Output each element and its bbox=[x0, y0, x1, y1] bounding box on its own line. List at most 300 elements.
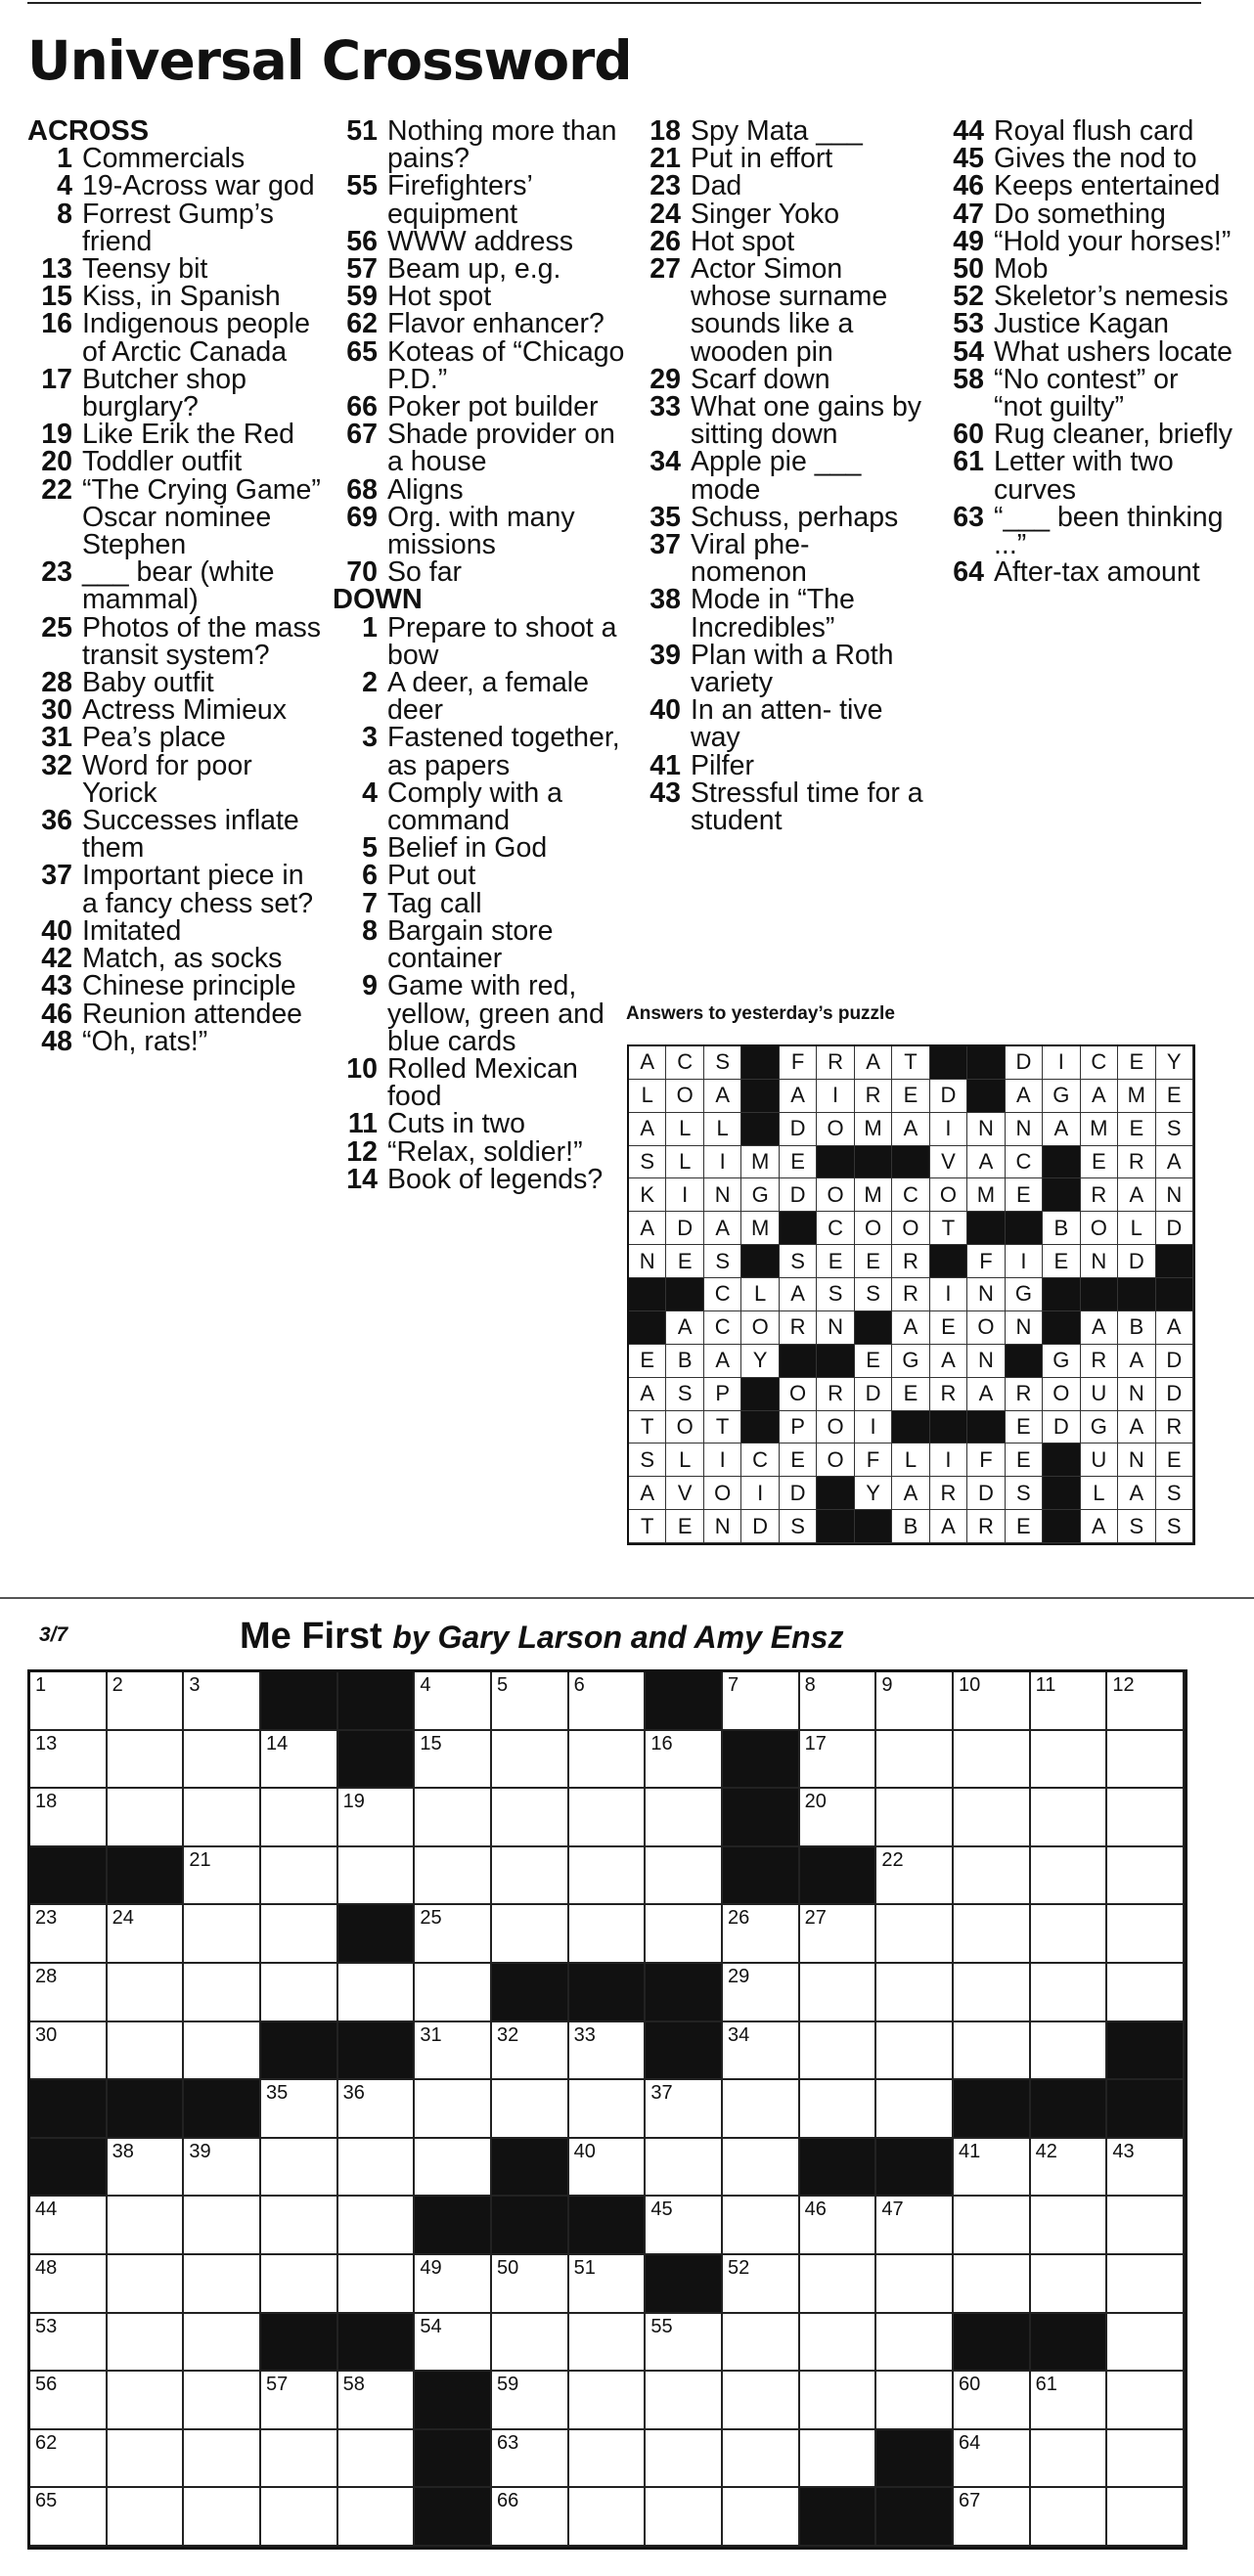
grid-cell[interactable] bbox=[492, 2314, 569, 2373]
grid-cell[interactable] bbox=[108, 2197, 185, 2255]
clue-number: 33 bbox=[649, 391, 681, 423]
grid-cell[interactable] bbox=[1031, 1905, 1108, 1964]
answer-cell: T bbox=[629, 1411, 666, 1444]
grid-cell[interactable] bbox=[30, 2255, 108, 2314]
grid-cell[interactable] bbox=[30, 1672, 108, 1731]
answer-cell: M bbox=[1118, 1080, 1155, 1113]
grid-cell[interactable] bbox=[876, 2255, 954, 2314]
grid-cell[interactable] bbox=[1031, 2197, 1108, 2255]
grid-cell[interactable] bbox=[646, 1905, 723, 1964]
grid-cell[interactable] bbox=[569, 2139, 647, 2198]
cell-number: 22 bbox=[881, 1848, 904, 1871]
grid-block bbox=[646, 1672, 723, 1731]
grid-cell[interactable] bbox=[184, 2255, 261, 2314]
grid-cell[interactable] bbox=[646, 2197, 723, 2255]
clue-text: Photos of the mass transit system? bbox=[82, 611, 321, 671]
grid-cell[interactable] bbox=[108, 2430, 185, 2489]
grid-cell[interactable] bbox=[954, 1731, 1031, 1790]
grid-cell[interactable] bbox=[184, 2197, 261, 2255]
answer-cell: D bbox=[780, 1477, 817, 1510]
grid-cell[interactable] bbox=[800, 1731, 877, 1790]
cell-number: 11 bbox=[1035, 1674, 1056, 1696]
answer-cell: N bbox=[1118, 1378, 1155, 1411]
grid-cell[interactable] bbox=[184, 1789, 261, 1847]
grid-cell[interactable] bbox=[723, 1905, 800, 1964]
grid-cell[interactable] bbox=[415, 2255, 492, 2314]
grid-cell[interactable] bbox=[723, 2488, 800, 2547]
clue-text: Indigenous people of Arctic Canada bbox=[82, 308, 310, 368]
grid-cell[interactable] bbox=[954, 2372, 1031, 2430]
grid-cell[interactable] bbox=[800, 1789, 877, 1847]
grid-cell[interactable] bbox=[646, 2372, 723, 2430]
grid-cell[interactable] bbox=[492, 2488, 569, 2547]
grid-cell[interactable] bbox=[1031, 1847, 1108, 1906]
grid-block bbox=[338, 1731, 416, 1790]
grid-block bbox=[30, 1847, 108, 1906]
cell-number: 47 bbox=[881, 2198, 904, 2221]
answer-cell: A bbox=[629, 1046, 666, 1080]
grid-cell[interactable] bbox=[415, 2139, 492, 2198]
grid-cell[interactable] bbox=[1031, 2372, 1108, 2430]
answer-cell: A bbox=[1081, 1311, 1118, 1345]
clue-item bbox=[27, 281, 321, 313]
grid-cell[interactable] bbox=[261, 2488, 338, 2547]
grid-cell[interactable] bbox=[338, 2430, 416, 2489]
grid-cell[interactable] bbox=[338, 1964, 416, 2022]
answer-cell: R bbox=[1006, 1378, 1043, 1411]
grid-cell[interactable] bbox=[261, 1847, 338, 1906]
grid-cell[interactable] bbox=[108, 2255, 185, 2314]
grid-cell[interactable] bbox=[415, 2022, 492, 2081]
answer-cell: E bbox=[1006, 1443, 1043, 1477]
grid-cell[interactable] bbox=[723, 2372, 800, 2430]
grid-cell[interactable] bbox=[184, 2430, 261, 2489]
grid-cell[interactable] bbox=[723, 1672, 800, 1731]
grid-cell[interactable] bbox=[30, 2314, 108, 2373]
cell-number: 3 bbox=[189, 1674, 201, 1696]
top-rule bbox=[27, 2, 1201, 4]
answer-block bbox=[967, 1046, 1005, 1080]
cell-number: 37 bbox=[650, 2082, 673, 2105]
answer-cell: A bbox=[1118, 1178, 1155, 1212]
grid-cell[interactable] bbox=[108, 2314, 185, 2373]
grid-cell[interactable] bbox=[338, 2372, 416, 2430]
grid-cell[interactable] bbox=[569, 2488, 647, 2547]
grid-cell[interactable] bbox=[646, 2430, 723, 2489]
answer-cell: G bbox=[1043, 1080, 1080, 1113]
grid-cell[interactable] bbox=[184, 2488, 261, 2547]
grid-cell[interactable] bbox=[954, 2430, 1031, 2489]
clue-item bbox=[939, 308, 1232, 340]
grid-cell[interactable] bbox=[876, 2314, 954, 2373]
grid-cell[interactable] bbox=[569, 2022, 647, 2081]
grid-cell[interactable] bbox=[184, 2139, 261, 2198]
grid-cell[interactable] bbox=[184, 2022, 261, 2081]
grid-cell[interactable] bbox=[492, 1789, 569, 1847]
answer-cell: C bbox=[1081, 1046, 1118, 1080]
clue-item bbox=[636, 694, 929, 754]
grid-cell[interactable] bbox=[30, 2197, 108, 2255]
grid-cell[interactable] bbox=[1031, 1731, 1108, 1790]
grid-cell[interactable] bbox=[569, 1789, 647, 1847]
grid-block bbox=[30, 2080, 108, 2139]
grid-cell[interactable] bbox=[261, 2255, 338, 2314]
grid-cell[interactable] bbox=[876, 1905, 954, 1964]
grid-cell[interactable] bbox=[800, 2022, 877, 2081]
answer-cell: D bbox=[855, 1378, 892, 1411]
grid-cell[interactable] bbox=[492, 2430, 569, 2489]
grid-cell[interactable] bbox=[184, 2314, 261, 2373]
cell-number: 60 bbox=[958, 2374, 981, 2396]
answer-cell: V bbox=[666, 1477, 703, 1510]
grid-cell[interactable] bbox=[723, 2022, 800, 2081]
answer-cell: C bbox=[741, 1443, 779, 1477]
grid-cell[interactable] bbox=[184, 1905, 261, 1964]
grid-cell[interactable] bbox=[876, 1964, 954, 2022]
grid-cell[interactable] bbox=[30, 2488, 108, 2547]
grid-cell[interactable] bbox=[876, 2197, 954, 2255]
grid-block bbox=[30, 2139, 108, 2198]
grid-cell[interactable] bbox=[184, 1847, 261, 1906]
answer-cell: E bbox=[855, 1245, 892, 1278]
grid-cell[interactable] bbox=[30, 1905, 108, 1964]
answers-grid bbox=[627, 1044, 1195, 1545]
grid-cell[interactable] bbox=[646, 2314, 723, 2373]
clue-item bbox=[27, 943, 321, 975]
answer-cell: P bbox=[780, 1411, 817, 1444]
grid-cell[interactable] bbox=[261, 1905, 338, 1964]
grid-cell[interactable] bbox=[338, 2488, 416, 2547]
grid-cell[interactable] bbox=[569, 2080, 647, 2139]
cell-number: 6 bbox=[573, 1674, 585, 1696]
clue-number: 43 bbox=[649, 777, 681, 809]
answer-block bbox=[741, 1245, 779, 1278]
answer-cell: N bbox=[704, 1178, 741, 1212]
grid-cell[interactable] bbox=[954, 1905, 1031, 1964]
answer-cell: R bbox=[855, 1080, 892, 1113]
cell-number: 57 bbox=[265, 2374, 289, 2396]
answer-block bbox=[930, 1046, 967, 1080]
grid-cell[interactable] bbox=[338, 2139, 416, 2198]
grid-cell[interactable] bbox=[569, 2314, 647, 2373]
grid-cell[interactable] bbox=[876, 2022, 954, 2081]
grid-cell[interactable] bbox=[800, 2372, 877, 2430]
grid-cell[interactable] bbox=[569, 2430, 647, 2489]
answer-cell: A bbox=[666, 1311, 703, 1345]
answer-block bbox=[1043, 1146, 1080, 1179]
clue-item bbox=[27, 253, 321, 286]
grid-cell[interactable] bbox=[954, 1789, 1031, 1847]
grid-cell[interactable] bbox=[1107, 2255, 1185, 2314]
grid-cell[interactable] bbox=[723, 2430, 800, 2489]
grid-cell[interactable] bbox=[108, 1964, 185, 2022]
clue-text: Pilfer bbox=[691, 749, 754, 781]
grid-cell[interactable] bbox=[1031, 2255, 1108, 2314]
grid-cell[interactable] bbox=[108, 2488, 185, 2547]
grid-block bbox=[876, 2488, 954, 2547]
clue-text: Mob bbox=[994, 253, 1049, 286]
grid-cell[interactable] bbox=[261, 1731, 338, 1790]
grid-cell[interactable] bbox=[569, 1731, 647, 1790]
grid-cell[interactable] bbox=[954, 2197, 1031, 2255]
grid-cell[interactable] bbox=[108, 1672, 185, 1731]
clue-item bbox=[27, 860, 321, 919]
grid-cell[interactable] bbox=[261, 1964, 338, 2022]
answer-block bbox=[780, 1212, 817, 1245]
answer-cell: A bbox=[1118, 1345, 1155, 1378]
clue-number: 19 bbox=[41, 419, 72, 451]
grid-cell[interactable] bbox=[108, 2022, 185, 2081]
grid-cell[interactable] bbox=[1031, 2139, 1108, 2198]
cell-number: 8 bbox=[804, 1674, 816, 1696]
answer-cell: I bbox=[817, 1080, 854, 1113]
grid-cell[interactable] bbox=[338, 1847, 416, 1906]
grid-cell[interactable] bbox=[108, 2139, 185, 2198]
grid-cell[interactable] bbox=[800, 2197, 877, 2255]
answer-block bbox=[741, 1411, 779, 1444]
grid-cell[interactable] bbox=[492, 2080, 569, 2139]
answer-cell: P bbox=[704, 1378, 741, 1411]
grid-cell[interactable] bbox=[184, 1731, 261, 1790]
clue-item bbox=[333, 832, 626, 865]
grid-cell[interactable] bbox=[1031, 1789, 1108, 1847]
grid-cell[interactable] bbox=[954, 1964, 1031, 2022]
grid-cell[interactable] bbox=[569, 1847, 647, 1906]
grid-block bbox=[338, 2022, 416, 2081]
grid-block bbox=[569, 2197, 647, 2255]
clue-text: A deer, a female deer bbox=[387, 667, 589, 727]
clue-item bbox=[333, 972, 626, 1055]
grid-cell[interactable] bbox=[415, 1789, 492, 1847]
grid-block bbox=[415, 2372, 492, 2430]
grid-cell[interactable] bbox=[108, 1731, 185, 1790]
clue-number: 47 bbox=[953, 198, 984, 230]
grid-cell[interactable] bbox=[1107, 2314, 1185, 2373]
grid-cell[interactable] bbox=[800, 1672, 877, 1731]
clue-text: Aligns bbox=[387, 473, 464, 506]
grid-cell[interactable] bbox=[1107, 1672, 1185, 1731]
grid-cell[interactable] bbox=[261, 2080, 338, 2139]
grid-cell[interactable] bbox=[569, 2372, 647, 2430]
clue-item bbox=[636, 639, 929, 699]
grid-cell[interactable] bbox=[1107, 2430, 1185, 2489]
answer-cell: S bbox=[780, 1510, 817, 1543]
grid-cell[interactable] bbox=[30, 2372, 108, 2430]
grid-cell[interactable] bbox=[723, 2314, 800, 2373]
grid-cell[interactable] bbox=[1107, 1905, 1185, 1964]
grid-cell[interactable] bbox=[800, 2314, 877, 2373]
grid-cell[interactable] bbox=[646, 2139, 723, 2198]
grid-cell[interactable] bbox=[569, 1672, 647, 1731]
grid-cell[interactable] bbox=[184, 2372, 261, 2430]
clue-text: Toddler outfit bbox=[82, 446, 243, 478]
grid-cell[interactable] bbox=[800, 2080, 877, 2139]
grid-block bbox=[108, 1847, 185, 1906]
grid-cell[interactable] bbox=[30, 2022, 108, 2081]
grid-cell[interactable] bbox=[1031, 1964, 1108, 2022]
grid-cell[interactable] bbox=[954, 1672, 1031, 1731]
grid-cell[interactable] bbox=[646, 1731, 723, 1790]
cell-number: 52 bbox=[727, 2256, 750, 2279]
grid-cell[interactable] bbox=[569, 1905, 647, 1964]
answer-cell: L bbox=[666, 1113, 703, 1146]
clue-text: Poker pot builder bbox=[387, 391, 599, 423]
answer-cell: D bbox=[780, 1178, 817, 1212]
grid-cell[interactable] bbox=[338, 2255, 416, 2314]
grid-cell[interactable] bbox=[261, 2430, 338, 2489]
grid-cell[interactable] bbox=[492, 2372, 569, 2430]
answer-cell: L bbox=[1081, 1477, 1118, 1510]
grid-cell[interactable] bbox=[954, 2488, 1031, 2547]
answer-cell: C bbox=[666, 1046, 703, 1080]
grid-cell[interactable] bbox=[876, 1731, 954, 1790]
grid-cell[interactable] bbox=[261, 1789, 338, 1847]
grid-cell[interactable] bbox=[876, 2372, 954, 2430]
grid-cell[interactable] bbox=[723, 2080, 800, 2139]
answer-cell: O bbox=[817, 1411, 854, 1444]
cell-number: 4 bbox=[420, 1674, 431, 1696]
grid-cell[interactable] bbox=[261, 2372, 338, 2430]
grid-cell[interactable] bbox=[108, 1905, 185, 1964]
grid-cell[interactable] bbox=[1031, 2488, 1108, 2547]
grid-cell[interactable] bbox=[800, 1964, 877, 2022]
grid-cell[interactable] bbox=[723, 1964, 800, 2022]
grid-cell[interactable] bbox=[1107, 1789, 1185, 1847]
grid-cell[interactable] bbox=[1031, 2022, 1108, 2081]
answer-block bbox=[1043, 1443, 1080, 1477]
grid-cell[interactable] bbox=[338, 2080, 416, 2139]
clue-item bbox=[333, 1135, 626, 1168]
grid-cell[interactable] bbox=[30, 1789, 108, 1847]
grid-cell[interactable] bbox=[954, 2139, 1031, 2198]
clue-number: 58 bbox=[953, 363, 984, 395]
grid-cell[interactable] bbox=[723, 2255, 800, 2314]
answer-cell: N bbox=[1081, 1245, 1118, 1278]
grid-block bbox=[723, 1789, 800, 1847]
answer-cell: E bbox=[1156, 1443, 1193, 1477]
grid-cell[interactable] bbox=[492, 1672, 569, 1731]
grid-cell[interactable] bbox=[800, 2255, 877, 2314]
answer-cell: A bbox=[1081, 1080, 1118, 1113]
answer-cell: G bbox=[892, 1345, 929, 1378]
clue-number: 55 bbox=[346, 170, 378, 202]
clue-item bbox=[27, 611, 321, 671]
answer-block bbox=[855, 1510, 892, 1543]
grid-cell[interactable] bbox=[30, 1731, 108, 1790]
grid-cell[interactable] bbox=[492, 2255, 569, 2314]
clue-text: Prepare to shoot a bow bbox=[387, 611, 617, 671]
clue-text: What one gains by sitting down bbox=[691, 391, 922, 451]
grid-cell[interactable] bbox=[184, 1672, 261, 1731]
grid-cell[interactable] bbox=[1107, 1964, 1185, 2022]
grid-cell[interactable] bbox=[415, 1964, 492, 2022]
grid-cell[interactable] bbox=[30, 1964, 108, 2022]
grid-cell[interactable] bbox=[723, 2139, 800, 2198]
clue-number: 63 bbox=[953, 501, 984, 533]
grid-cell[interactable] bbox=[1031, 2430, 1108, 2489]
grid-cell[interactable] bbox=[492, 1847, 569, 1906]
cell-number: 46 bbox=[804, 2198, 827, 2221]
grid-cell[interactable] bbox=[1107, 2488, 1185, 2547]
cell-number: 28 bbox=[35, 1965, 58, 1987]
grid-cell[interactable] bbox=[415, 1731, 492, 1790]
clue-text: Justice Kagan bbox=[994, 308, 1170, 340]
grid-cell[interactable] bbox=[415, 1847, 492, 1906]
clue-number: 1 bbox=[362, 611, 378, 644]
grid-cell[interactable] bbox=[1031, 1672, 1108, 1731]
grid-cell[interactable] bbox=[261, 2197, 338, 2255]
grid-cell[interactable] bbox=[30, 2430, 108, 2489]
answer-cell: S bbox=[666, 1378, 703, 1411]
clue-number: 36 bbox=[41, 805, 72, 837]
grid-cell[interactable] bbox=[492, 1731, 569, 1790]
answer-cell: D bbox=[666, 1212, 703, 1245]
grid-cell[interactable] bbox=[1107, 2197, 1185, 2255]
answer-cell: D bbox=[1156, 1378, 1193, 1411]
grid-cell[interactable] bbox=[646, 2080, 723, 2139]
clue-text: Schuss, perhaps bbox=[691, 501, 899, 533]
grid-cell[interactable] bbox=[646, 1847, 723, 1906]
grid-cell[interactable] bbox=[876, 1847, 954, 1906]
grid-cell[interactable] bbox=[723, 2197, 800, 2255]
grid-cell[interactable] bbox=[800, 2430, 877, 2489]
grid-cell[interactable] bbox=[492, 2022, 569, 2081]
answer-cell: S bbox=[1156, 1510, 1193, 1543]
clue-text: Fastened together, as papers bbox=[387, 722, 620, 781]
grid-cell[interactable] bbox=[800, 1905, 877, 1964]
grid-cell[interactable] bbox=[415, 1905, 492, 1964]
clue-text: Actor Simon whose surname sounds like a wooden pin bbox=[691, 253, 888, 368]
grid-cell[interactable] bbox=[876, 2080, 954, 2139]
clue-item bbox=[333, 225, 626, 257]
grid-cell[interactable] bbox=[261, 2139, 338, 2198]
clue-item bbox=[333, 667, 626, 727]
grid-cell[interactable] bbox=[338, 1789, 416, 1847]
grid-cell[interactable] bbox=[338, 2197, 416, 2255]
grid-cell[interactable] bbox=[954, 1847, 1031, 1906]
answer-cell: U bbox=[1081, 1378, 1118, 1411]
grid-cell[interactable] bbox=[415, 2080, 492, 2139]
grid-cell[interactable] bbox=[876, 1789, 954, 1847]
grid-cell[interactable] bbox=[108, 1789, 185, 1847]
grid-cell[interactable] bbox=[569, 2255, 647, 2314]
clue-text: Match, as socks bbox=[82, 943, 283, 975]
cell-number: 61 bbox=[1035, 2374, 1057, 2396]
clue-text: Viral phe- nomenon bbox=[691, 529, 810, 589]
cell-number: 67 bbox=[958, 2490, 981, 2512]
grid-cell[interactable] bbox=[415, 1672, 492, 1731]
grid-cell[interactable] bbox=[1107, 2372, 1185, 2430]
grid-cell[interactable] bbox=[954, 2022, 1031, 2081]
grid-block bbox=[1107, 2080, 1185, 2139]
grid-cell[interactable] bbox=[492, 1905, 569, 1964]
grid-cell[interactable] bbox=[1107, 1731, 1185, 1790]
grid-cell[interactable] bbox=[646, 1789, 723, 1847]
grid-cell[interactable] bbox=[1107, 2139, 1185, 2198]
grid-cell[interactable] bbox=[1107, 1847, 1185, 1906]
grid-cell[interactable] bbox=[184, 1964, 261, 2022]
grid-cell[interactable] bbox=[876, 1672, 954, 1731]
cell-number: 44 bbox=[35, 2198, 58, 2221]
grid-cell[interactable] bbox=[415, 2314, 492, 2373]
grid-cell[interactable] bbox=[108, 2372, 185, 2430]
clue-item bbox=[333, 115, 626, 175]
clue-number: 52 bbox=[953, 281, 984, 313]
answer-cell: B bbox=[1118, 1311, 1155, 1345]
clue-column-4 bbox=[939, 115, 1232, 589]
grid-cell[interactable] bbox=[954, 2255, 1031, 2314]
grid-cell[interactable] bbox=[646, 2488, 723, 2547]
